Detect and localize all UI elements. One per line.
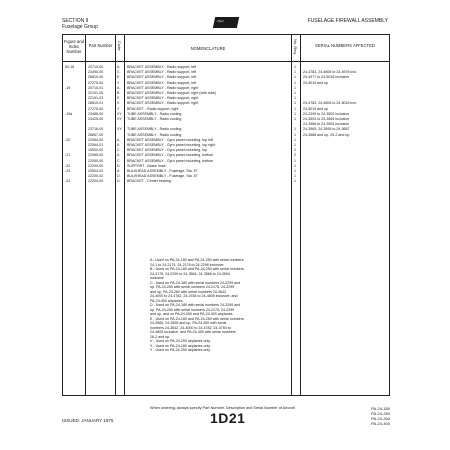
cell-part-number: 22191-00 xyxy=(88,91,104,95)
cell-code: D xyxy=(117,174,120,179)
cell-serial: 24-5019 and up xyxy=(303,80,329,85)
cell-code: E xyxy=(117,75,120,80)
note-line: up. PA-24-250 with serial numbers 24-2175, 24-2299 xyxy=(150,307,235,312)
note-line: A - Used on PA-24-180 and PA-24-250 with serial numbers xyxy=(150,258,244,262)
cell-code: C xyxy=(117,148,120,153)
cell-part-number: 22064-00 xyxy=(88,137,104,142)
note-line: PA-24-400 airplanes. xyxy=(150,298,184,303)
cell-part-number: 22200-00 xyxy=(88,163,104,168)
cell-serial: 24-4977 to 24-5018 inclusive xyxy=(303,75,350,80)
cell-no-req: 1 xyxy=(294,143,296,147)
cell-part-number: 22064-01 xyxy=(88,143,104,147)
note-line: D - Used on PA-24-180 with serial numbers 24-2299 and xyxy=(150,303,241,307)
cell-nomenclature: BRACKET ASSEMBLY - Gyro panel mounting, top xyxy=(127,148,208,153)
model-item: PA-24-250 xyxy=(371,411,390,416)
cell-no-req: 1 xyxy=(294,96,296,101)
cell-nomenclature: TUBE ASSEMBLY - Radio cooling xyxy=(127,132,182,137)
cell-nomenclature: BRACKET ASSEMBLY - Radio support, right (with tube) xyxy=(127,91,217,95)
cell-part-number: 23486-00 xyxy=(88,111,104,116)
logo-text: Piper xyxy=(216,19,225,23)
page-title: FUSELAGE FIREWALL ASSEMBLY xyxy=(307,18,388,24)
ordering-instruction: When ordering, always specify Part Number, Description and Serial Number of Aircraft xyxy=(150,406,295,410)
cell-serial: 24-2299 to 24-3502 inclusive xyxy=(303,111,350,116)
cell-figure: -22 xyxy=(65,163,71,168)
cell-part-number: 20504-02 xyxy=(88,169,104,173)
cell-no-req: 1 xyxy=(294,174,296,179)
cell-nomenclature: BRACKET ASSEMBLY - Gyro panel mounting, bottom xyxy=(127,158,214,163)
note-line: 26-2 and up. xyxy=(150,334,171,339)
cell-serial: 24-5019 and up xyxy=(303,106,329,111)
note-line: C - Used on PA-24-180 with serial numbers 24-2299 and xyxy=(150,280,241,285)
cell-part-number: 26810-01 xyxy=(88,101,104,106)
note-line: B - Used on PA-24-180 and PA-24-250 with serial numbers xyxy=(150,267,244,271)
cell-no-req: 1 xyxy=(294,75,296,80)
cell-nomenclature: BULKHEAD ASSEMBLY - Fuselage, Sta. 57 xyxy=(127,169,198,173)
cell-nomenclature: BRACKET ASSEMBLY - Radio support, left xyxy=(127,65,197,69)
cell-part-number: 22191-03 xyxy=(88,96,104,101)
model-item: PA-24-260 xyxy=(371,416,390,421)
issued-date: ISSUED: JANUARY 1975 xyxy=(62,418,114,423)
col-header-no-req: No. Req. xyxy=(293,39,298,55)
note-line: and up, PA-24-260 with serial numbers 24-3642, xyxy=(150,289,228,294)
cell-figure: 50-18 xyxy=(65,65,75,69)
cell-no-req: 1 xyxy=(294,117,296,121)
cell-figure: -19a xyxy=(65,111,73,116)
cell-code: Y xyxy=(117,80,120,85)
cell-code: C xyxy=(117,70,120,75)
note-line: 24-4805 inclusive, and PA-24-400 with serial numbers xyxy=(150,330,236,334)
note-line: Y - Used on PA-24-250 airplanes only. xyxy=(150,348,211,352)
cell-nomenclature: BULKHEAD ASSEMBLY - Fuselage, Sta. 57 xyxy=(127,174,198,179)
cell-nomenclature: BRACKET - Radio support, right xyxy=(127,106,179,111)
cell-no-req: 1 xyxy=(294,91,296,95)
cell-nomenclature: TUBE ASSEMBLY - Radio cooling xyxy=(127,117,182,121)
cell-no-req: 1 xyxy=(294,70,296,75)
note-line: 24-1 to 24-2174, 24-2176 to 24-2298 inclusive. xyxy=(150,262,225,267)
cell-no-req: 1 xyxy=(294,101,296,106)
cell-code: XY xyxy=(117,127,122,132)
col-header-code: Code xyxy=(117,41,122,51)
cell-no-req: 1 xyxy=(294,80,296,85)
cell-code: D xyxy=(117,179,120,184)
cell-no-req: 1 xyxy=(294,132,296,137)
cell-code: A xyxy=(117,85,120,90)
cell-part-number: 26810-00 xyxy=(88,75,104,80)
col-header-nomenclature: NOMENCLATURE xyxy=(190,46,226,51)
note-line: X - Used on PA-24-180 airplanes only. xyxy=(150,343,211,348)
cell-nomenclature: BRACKET ASSEMBLY - Radio support, left xyxy=(127,70,197,75)
cell-nomenclature: SUPPORT - Brake hose xyxy=(127,163,166,168)
cell-figure: -23 xyxy=(65,169,71,173)
cell-part-number: 20710-01 xyxy=(88,85,104,90)
section-label: SECTION II xyxy=(62,18,89,24)
cell-no-req: 1 xyxy=(294,85,296,90)
note-line: V - Used on PA-24-250 airplanes only. xyxy=(150,339,211,343)
model-list xyxy=(371,406,390,426)
note-line: E - Used on PA-24-180 and PA-24-250 with serial numbers xyxy=(150,316,244,321)
cell-no-req: 2 xyxy=(294,153,296,158)
cell-code: B xyxy=(117,91,120,95)
cell-serial: 24-3566 to 24-3594 inclusive xyxy=(303,122,350,127)
note-line: 24-4000 to 24-4782, 24-4784 to 24-4805 inclusive, and xyxy=(150,294,238,298)
cell-code: XY xyxy=(117,111,122,116)
cell-nomenclature: BRACKET ASSEMBLY - Radio support, right xyxy=(127,96,199,101)
cell-no-req: 1 xyxy=(294,111,296,116)
page-number: 1D21 xyxy=(210,410,246,426)
cell-part-number: 23716-00 xyxy=(88,127,104,132)
cell-code: A xyxy=(117,137,120,142)
cell-nomenclature: BRACKET ASSEMBLY - Radio support, right xyxy=(127,101,199,106)
note-line: up. PA-24-250 with serial numbers 24-2175, 24-2299 xyxy=(150,285,235,289)
model-item: PA-24-180 xyxy=(371,406,390,411)
cell-code: C xyxy=(117,158,120,163)
cell-figure: -20 xyxy=(65,137,71,142)
cell-part-number: 19530-00 xyxy=(88,148,104,153)
cell-part-number: 27275-00 xyxy=(88,106,104,111)
cell-no-req: 2 xyxy=(294,148,296,153)
cell-nomenclature: TUBE ASSEMBLY - Radio cooling xyxy=(127,127,182,132)
cell-serial: 24-3503 to 24-3564 inclusive xyxy=(303,117,350,121)
cell-nomenclature: BRACKET - Center bearing xyxy=(127,179,171,184)
cell-nomenclature: BRACKET ASSEMBLY - Gyro panel mounting, bottom xyxy=(127,153,214,158)
col-header-part: Part Number xyxy=(88,43,113,48)
cell-nomenclature: TUBE ASSEMBLY - Radio cooling xyxy=(127,111,182,116)
cell-no-req: 1 xyxy=(294,163,296,168)
cell-serial: 24-3565, 24-3595 to 24-3687 xyxy=(303,127,350,132)
cell-part-number: 20710-00 xyxy=(88,65,104,69)
cell-no-req: 1 xyxy=(294,169,296,173)
col-header-figure: Figure and Index Number xyxy=(63,39,85,54)
cell-no-req: 1 xyxy=(294,106,296,111)
note-line: numbers 24-3642, 24-4000 to 24-4782, 24-4784 to xyxy=(150,325,231,330)
cell-serial: 24-3688 and up, 25-2 and up xyxy=(303,132,350,137)
note-line: inclusive. xyxy=(150,276,165,280)
cell-serial: 24-4783, 24-4806 to 24-4978 incl. xyxy=(303,70,357,75)
cell-part-number: 22200-02 xyxy=(88,174,104,179)
cell-figure: -19 xyxy=(65,85,71,90)
note-line: 24-3565, 24-3595 and up. PA-24-260 with serial xyxy=(150,321,227,325)
cell-part-number: 22204-00 xyxy=(88,179,104,184)
piper-logo xyxy=(213,17,239,28)
cell-figure: -24 xyxy=(65,179,71,184)
note-line: and up, and on PA-24-260 and PA-24-400 airplanes. xyxy=(150,312,234,316)
cell-no-req: 1 xyxy=(294,127,296,132)
cell-code: A xyxy=(117,153,120,158)
cell-part-number: 26657-00 xyxy=(88,132,104,137)
cell-code: A xyxy=(117,169,120,173)
cell-code: A xyxy=(117,143,120,147)
cell-part-number: 23425-00 xyxy=(88,117,104,121)
cell-part-number: 23490-00 xyxy=(88,70,104,75)
cell-nomenclature: BRACKET ASSEMBLY - Gyro panel mounting, top right xyxy=(127,143,216,147)
cell-code: XY xyxy=(117,117,122,121)
cell-no-req: 1 xyxy=(294,137,296,142)
cell-code: E xyxy=(117,96,120,101)
cell-figure: -21 xyxy=(65,153,71,158)
cell-nomenclature: BRACKET ASSEMBLY - Radio support, right xyxy=(127,85,199,90)
cell-code: D xyxy=(117,163,120,168)
cell-nomenclature: BRACKET ASSEMBLY - Radio support, left xyxy=(127,80,197,85)
model-item: PA-24-400 xyxy=(371,421,390,426)
cell-part-number: 22065-00 xyxy=(88,153,104,158)
cell-serial: 24-4783, 24-4806 to 24-5018 incl. xyxy=(303,101,357,106)
cell-code: Y xyxy=(117,106,120,111)
cell-no-req: 1 xyxy=(294,179,296,184)
cell-code: A xyxy=(117,65,120,69)
table-row xyxy=(63,179,389,184)
cell-no-req: 1 xyxy=(294,65,296,69)
col-header-serial: SERIAL NUMBERS AFFECTED xyxy=(315,43,375,48)
cell-part-number: 27275-00 xyxy=(88,80,104,85)
group-label: Fuselage Group xyxy=(62,24,98,30)
cell-nomenclature: BRACKET ASSEMBLY - Gyro panel mounting, top left xyxy=(127,137,214,142)
code-notes xyxy=(150,258,370,353)
section-header xyxy=(62,18,98,30)
cell-code: X xyxy=(117,101,120,106)
cell-nomenclature: BRACKET ASSEMBLY - Radio support, left xyxy=(127,75,197,80)
cell-no-req: 1 xyxy=(294,158,296,163)
cell-part-number: 22050-00 xyxy=(88,158,104,163)
note-line: 24-2175, 24-2299 to 24-3564, 24-3566 to 24-3594 xyxy=(150,271,230,276)
